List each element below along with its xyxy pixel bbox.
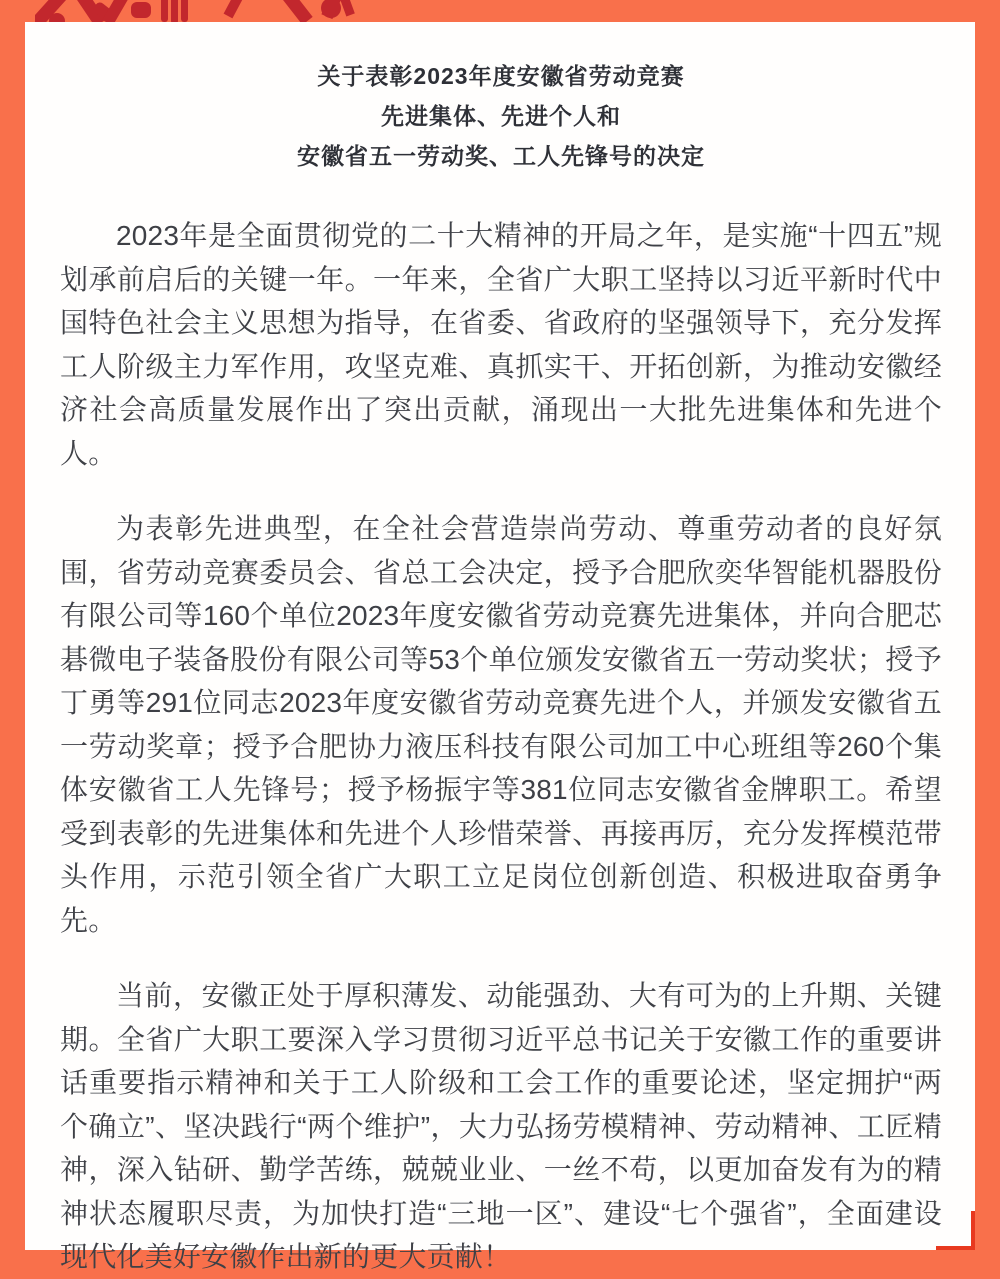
raised-fist-icon: [161, 0, 188, 24]
document-card: [25, 22, 975, 1272]
title-line-2: 先进集体、先进个人和: [381, 103, 621, 129]
paragraph-2: 为表彰先进典型，在全社会营造崇尚劳动、尊重劳动者的良好氛围，省劳动竞赛委员会、省总工会决定，授予合肥欣奕华智能机器股份有限公司等160个单位2023年度安徽省劳动竞赛先进集体，并向合肥芯碁微电子装备股份有限公司等53个单位颁发安徽省五一劳动奖状；授予丁勇等291位同志2023年度安徽省劳动竞赛先进个人，并颁发安徽省五一劳动奖章；授予合肥协力液压科技有限公司加工中心班组等260个集体安徽省工人先锋号；授予杨振宇等381位同志安徽省金牌职工。希望受到表彰的先进集体和先进个人珍惜荣誉、再接再厉，充分发挥模范带头作用，示范引领全省广大职工立足岗位创新创造、积极进取奋勇争先。: [60, 513, 942, 936]
paragraph-1: 2023年是全面贯彻党的二十大精神的开局之年，是实施“十四五”规划承前启后的关键一年。一年来，全省广大职工坚持以习近平新时代中国特色社会主义思想为指导，在省委、省政府的坚强领导下，充分发挥工人阶级主力军作用，攻坚克难、真抓实干、开拓创新，为推动安徽经济社会高质量发展作出了突出贡献，涌现出一大批先进集体和先进个人。: [60, 220, 942, 469]
title-line-3: 安徽省五一劳动奖、工人先锋号的决定: [297, 143, 705, 169]
small-tool-mark-icon: [224, 0, 249, 18]
document-title: [60, 56, 942, 176]
paragraph-3: 当前，安徽正处于厚积薄发、动能强劲、大有可为的上升期、关键期。全省广大职工要深入学习贯彻习近平总书记关于安徽工作的重要讲话重要指示精神和关于工人阶级和工会工作的重要论述，坚定拥护“两个确立”、坚决践行“两个维护”，大力弘扬劳模精神、劳动精神、工匠精神，深入钻研、勤学苦练，兢兢业业、一丝不苟，以更加奋发有为的精神状态履职尽责，为加快打造“三地一区”、建设“七个强省”，全面建设现代化美好安徽作出新的更大贡献！: [60, 980, 942, 1272]
document-body: [60, 214, 942, 1279]
title-line-1: 关于表彰2023年度安徽省劳动竞赛: [317, 63, 685, 89]
bottom-right-corner-accent: [936, 1211, 975, 1250]
